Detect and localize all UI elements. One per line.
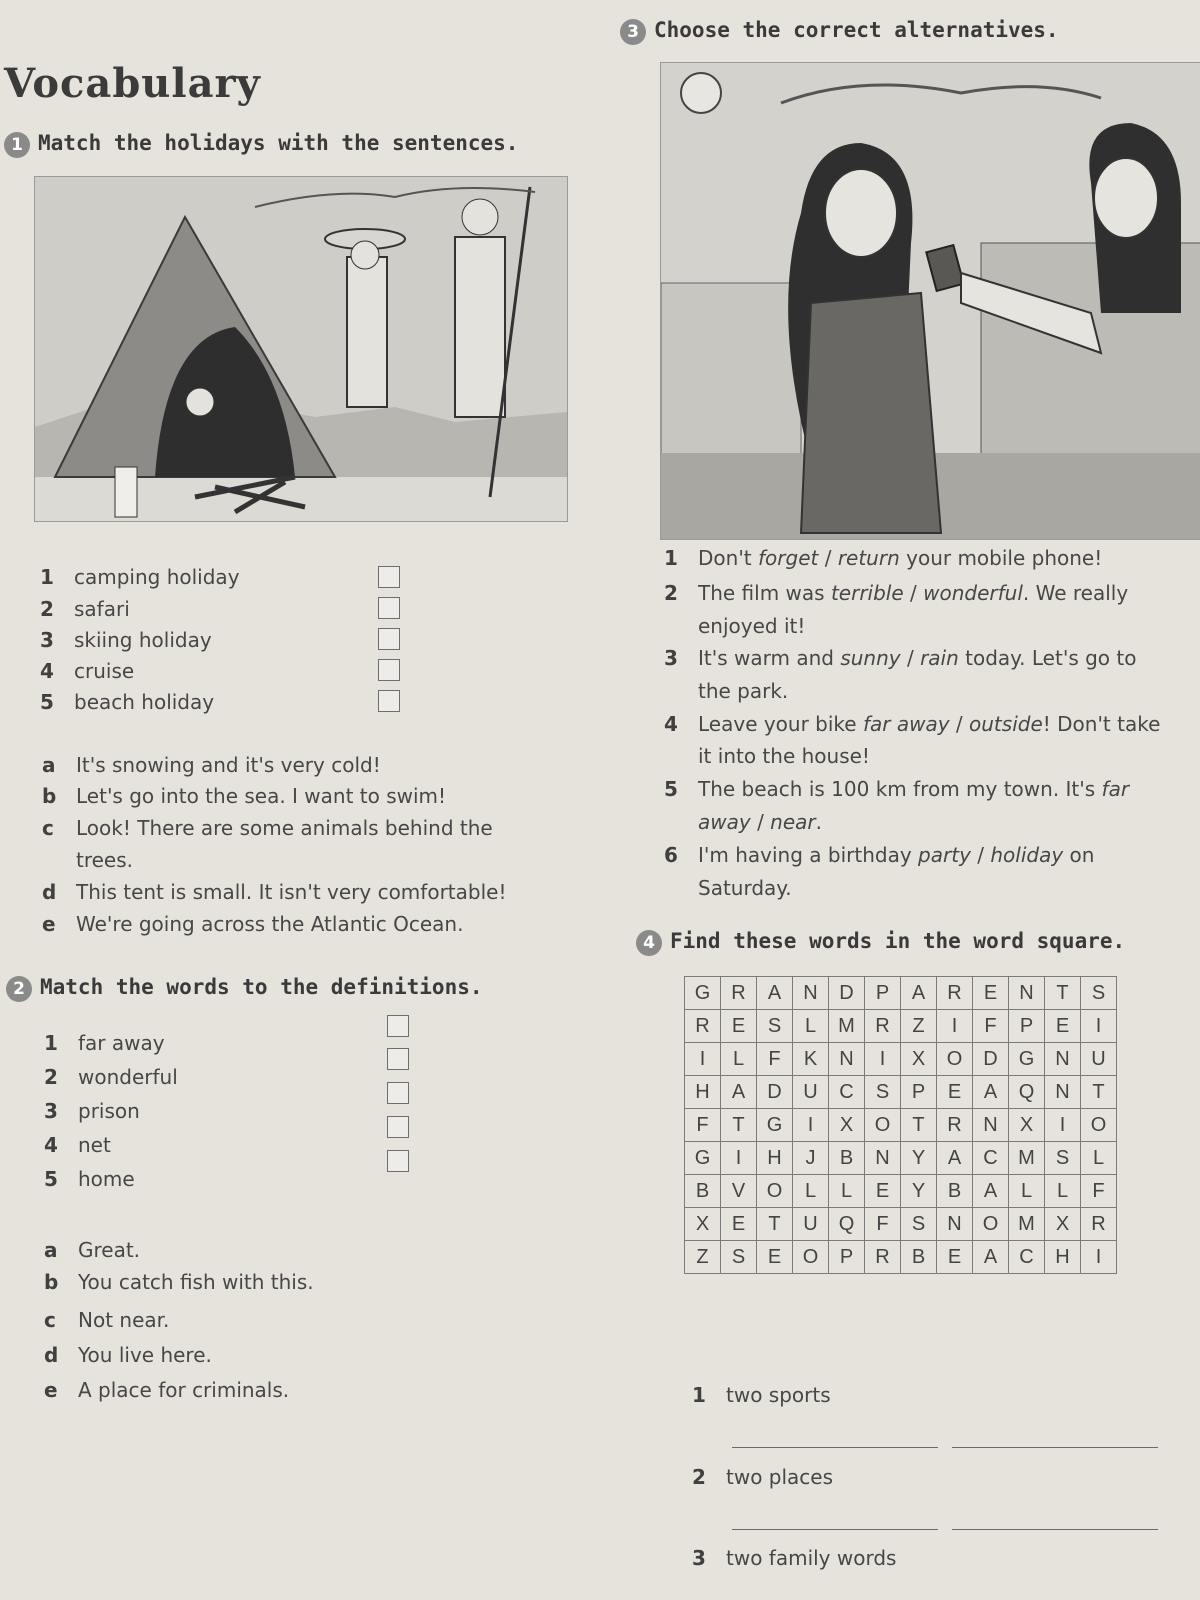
word-square-cell[interactable]: L xyxy=(793,1175,829,1208)
word-square-cell[interactable]: M xyxy=(1009,1208,1045,1241)
word-square-cell[interactable]: L xyxy=(793,1010,829,1043)
ex3-sentence-2: 2 The film was terrible / wonderful. We really xyxy=(664,581,1129,605)
word-square-cell[interactable]: A xyxy=(973,1241,1009,1274)
word-square-cell[interactable]: H xyxy=(757,1142,793,1175)
ex1-item: 4 cruise xyxy=(40,659,135,683)
ex3-heading xyxy=(620,18,1059,45)
camping-illustration xyxy=(34,176,568,522)
word-square-cell[interactable]: A xyxy=(973,1076,1009,1109)
ex1-sentence: trees. xyxy=(76,848,134,872)
word-square-cell[interactable]: L xyxy=(1009,1175,1045,1208)
word-square-cell[interactable]: S xyxy=(1045,1142,1081,1175)
word-square-cell[interactable]: E xyxy=(937,1076,973,1109)
word-square-cell[interactable]: R xyxy=(685,1010,721,1043)
word-square-cell[interactable]: S xyxy=(721,1241,757,1274)
word-square-row xyxy=(685,1109,1117,1142)
word-square-cell[interactable]: L xyxy=(1081,1142,1117,1175)
word-square-cell[interactable]: V xyxy=(721,1175,757,1208)
word-square-cell[interactable]: U xyxy=(1081,1043,1117,1076)
ex3-sentence-5-cont: away / near. xyxy=(698,810,822,834)
ex2-number-badge: 2 xyxy=(6,976,32,1002)
word-square-cell[interactable]: D xyxy=(973,1043,1009,1076)
word-square-cell[interactable]: E xyxy=(721,1208,757,1241)
ex4-number-badge: 4 xyxy=(636,930,662,956)
word-square-cell[interactable]: E xyxy=(721,1010,757,1043)
word-square-cell[interactable]: S xyxy=(901,1208,937,1241)
word-square-cell[interactable]: Z xyxy=(685,1241,721,1274)
answer-line[interactable] xyxy=(732,1529,938,1530)
ex3-sentence-6: 6 I'm having a birthday party / holiday on xyxy=(664,843,1095,867)
ex3-sentence-6-cont: Saturday. xyxy=(698,876,792,900)
answer-box[interactable] xyxy=(387,1116,409,1138)
ex4-heading xyxy=(636,929,1125,956)
word-square-cell[interactable]: G xyxy=(757,1109,793,1142)
ex2-definition: d You live here. xyxy=(44,1343,212,1367)
ex1-item: 3 skiing holiday xyxy=(40,628,212,652)
word-square-cell[interactable]: N xyxy=(865,1142,901,1175)
word-square-cell[interactable]: O xyxy=(973,1208,1009,1241)
word-square-cell[interactable]: O xyxy=(1081,1109,1117,1142)
answer-box[interactable] xyxy=(378,659,400,681)
page-title: Vocabulary xyxy=(4,60,261,107)
word-square-cell[interactable]: X xyxy=(685,1208,721,1241)
ex3-number-badge: 3 xyxy=(620,19,646,45)
word-square-cell[interactable]: A xyxy=(721,1076,757,1109)
word-square-cell[interactable]: C xyxy=(973,1142,1009,1175)
word-square-cell[interactable]: T xyxy=(1045,977,1081,1010)
word-square-cell[interactable]: H xyxy=(685,1076,721,1109)
word-square-cell[interactable]: X xyxy=(901,1043,937,1076)
word-square-cell[interactable]: M xyxy=(829,1010,865,1043)
word-square-cell[interactable]: N xyxy=(1009,977,1045,1010)
word-square-cell[interactable]: A xyxy=(973,1175,1009,1208)
word-square-cell[interactable]: Y xyxy=(901,1142,937,1175)
word-square-cell[interactable]: D xyxy=(829,977,865,1010)
word-square-cell[interactable]: P xyxy=(901,1076,937,1109)
answer-line[interactable] xyxy=(952,1529,1158,1530)
word-square-cell[interactable]: O xyxy=(865,1109,901,1142)
word-square-cell[interactable]: L xyxy=(829,1175,865,1208)
word-square-cell[interactable]: P xyxy=(1009,1010,1045,1043)
word-square-cell[interactable]: B xyxy=(685,1175,721,1208)
word-square-cell[interactable]: N xyxy=(937,1208,973,1241)
ex1-item: 1 camping holiday xyxy=(40,565,240,589)
word-square-cell[interactable]: I xyxy=(1045,1109,1081,1142)
word-square-cell[interactable]: N xyxy=(793,977,829,1010)
word-square-cell[interactable]: Q xyxy=(1009,1076,1045,1109)
word-square-row xyxy=(685,1208,1117,1241)
word-square-cell[interactable]: A xyxy=(757,977,793,1010)
ex1-heading xyxy=(4,131,518,158)
word-square-cell[interactable]: O xyxy=(937,1043,973,1076)
ex4-item: 3 two family words xyxy=(692,1546,897,1570)
word-square-cell[interactable]: J xyxy=(793,1142,829,1175)
ex1-sentence: e We're going across the Atlantic Ocean. xyxy=(42,912,464,936)
word-square-cell[interactable]: E xyxy=(1045,1010,1081,1043)
word-square-cell[interactable]: Z xyxy=(901,1010,937,1043)
word-square-cell[interactable]: C xyxy=(829,1076,865,1109)
word-square-cell[interactable]: P xyxy=(829,1241,865,1274)
word-square-cell[interactable]: H xyxy=(1045,1241,1081,1274)
word-square-cell[interactable]: O xyxy=(793,1241,829,1274)
word-square-cell[interactable]: I xyxy=(865,1043,901,1076)
word-square-cell[interactable]: X xyxy=(829,1109,865,1142)
word-square-cell[interactable]: D xyxy=(757,1076,793,1109)
ex4-item: 1 two sports xyxy=(692,1383,831,1407)
word-square-cell[interactable]: U xyxy=(793,1076,829,1109)
answer-box[interactable] xyxy=(378,597,400,619)
word-square-cell[interactable]: N xyxy=(973,1109,1009,1142)
word-square-row xyxy=(685,1175,1117,1208)
ex1-number-badge: 1 xyxy=(4,132,30,158)
word-square-cell[interactable]: F xyxy=(973,1010,1009,1043)
word-square-cell[interactable]: G xyxy=(685,1142,721,1175)
word-square-cell[interactable]: B xyxy=(829,1142,865,1175)
word-square-cell[interactable]: I xyxy=(685,1043,721,1076)
ex1-item: 2 safari xyxy=(40,597,130,621)
word-square-cell[interactable]: S xyxy=(1081,977,1117,1010)
word-square-cell[interactable]: G xyxy=(685,977,721,1010)
ex4-heading-text: Find these words in the word square. xyxy=(670,929,1126,953)
ex2-heading-text: Match the words to the definitions. xyxy=(40,975,483,999)
ex3-sentence-4: 4 Leave your bike far away / outside! Don't take xyxy=(664,712,1161,736)
ex3-sentence-3-cont: the park. xyxy=(698,679,789,703)
ex2-item: 1 far away xyxy=(44,1031,165,1055)
ex2-item: 4 net xyxy=(44,1133,111,1157)
ex1-sentence: b Let's go into the sea. I want to swim! xyxy=(42,784,447,808)
word-square-cell[interactable]: F xyxy=(865,1208,901,1241)
answer-line[interactable] xyxy=(732,1447,938,1448)
word-square-cell[interactable]: T xyxy=(1081,1076,1117,1109)
word-square-cell[interactable]: N xyxy=(829,1043,865,1076)
answer-box[interactable] xyxy=(378,628,400,650)
answer-line[interactable] xyxy=(952,1447,1158,1448)
word-square-row xyxy=(685,1043,1117,1076)
word-square-cell[interactable]: B xyxy=(901,1241,937,1274)
word-square-cell[interactable]: R xyxy=(937,1109,973,1142)
word-square-cell[interactable]: S xyxy=(757,1010,793,1043)
word-square xyxy=(684,976,1117,1274)
word-square-cell[interactable]: N xyxy=(1045,1043,1081,1076)
ex3-sentence-4-cont: it into the house! xyxy=(698,744,870,768)
ex4-item: 2 two places xyxy=(692,1465,834,1489)
word-square-row xyxy=(685,1010,1117,1043)
word-square-cell[interactable]: R xyxy=(865,1010,901,1043)
word-square-cell[interactable]: T xyxy=(721,1109,757,1142)
city-friends-illustration xyxy=(660,62,1200,540)
word-square-cell[interactable]: T xyxy=(757,1208,793,1241)
word-square-row xyxy=(685,1241,1117,1274)
answer-box[interactable] xyxy=(387,1082,409,1104)
word-square-cell[interactable]: L xyxy=(721,1043,757,1076)
answer-box[interactable] xyxy=(387,1150,409,1172)
word-square-row xyxy=(685,1076,1117,1109)
word-square-cell[interactable]: Q xyxy=(829,1208,865,1241)
ex2-definition: e A place for criminals. xyxy=(44,1378,290,1402)
word-square-cell[interactable]: F xyxy=(685,1109,721,1142)
ex2-definition: a Great. xyxy=(44,1238,141,1262)
ex1-item: 5 beach holiday xyxy=(40,690,215,714)
word-square-cell[interactable]: E xyxy=(865,1175,901,1208)
ex1-sentence: d This tent is small. It isn't very comfortable! xyxy=(42,880,507,904)
word-square-cell[interactable]: R xyxy=(937,977,973,1010)
word-square-cell[interactable]: U xyxy=(793,1208,829,1241)
word-square-cell[interactable]: K xyxy=(793,1043,829,1076)
ex1-sentence: a It's snowing and it's very cold! xyxy=(42,753,381,777)
word-square-cell[interactable]: G xyxy=(1009,1043,1045,1076)
ex1-heading-text: Match the holidays with the sentences. xyxy=(38,131,519,155)
word-square-cell[interactable]: A xyxy=(937,1142,973,1175)
ex2-item: 3 prison xyxy=(44,1099,140,1123)
ex2-item: 2 wonderful xyxy=(44,1065,178,1089)
ex2-heading xyxy=(6,975,483,1002)
word-square-cell[interactable]: N xyxy=(1045,1076,1081,1109)
word-square-cell[interactable]: F xyxy=(1081,1175,1117,1208)
answer-box[interactable] xyxy=(378,690,400,712)
word-square-cell[interactable]: S xyxy=(865,1076,901,1109)
word-square-cell[interactable]: X xyxy=(1045,1208,1081,1241)
ex3-heading-text: Choose the correct alternatives. xyxy=(654,18,1059,42)
word-square-cell[interactable]: E xyxy=(937,1241,973,1274)
answer-box[interactable] xyxy=(378,566,400,588)
ex2-definition: b You catch fish with this. xyxy=(44,1270,314,1294)
word-square-cell[interactable]: E xyxy=(757,1241,793,1274)
word-square-cell[interactable]: B xyxy=(937,1175,973,1208)
word-square-cell[interactable]: R xyxy=(1081,1208,1117,1241)
word-square-cell[interactable]: O xyxy=(757,1175,793,1208)
word-square-cell[interactable]: X xyxy=(1009,1109,1045,1142)
word-square-cell[interactable]: I xyxy=(937,1010,973,1043)
word-square-cell[interactable]: R xyxy=(865,1241,901,1274)
answer-box[interactable] xyxy=(387,1015,409,1037)
word-square-cell[interactable]: I xyxy=(721,1142,757,1175)
word-square-cell[interactable]: Y xyxy=(901,1175,937,1208)
ex3-sentence-2-cont: enjoyed it! xyxy=(698,614,806,638)
word-square-cell[interactable]: P xyxy=(865,977,901,1010)
answer-box[interactable] xyxy=(387,1048,409,1070)
word-square-cell[interactable]: R xyxy=(721,977,757,1010)
word-square-cell[interactable]: A xyxy=(901,977,937,1010)
word-square-cell[interactable]: C xyxy=(1009,1241,1045,1274)
word-square-cell[interactable]: F xyxy=(757,1043,793,1076)
word-square-cell[interactable]: I xyxy=(1081,1241,1117,1274)
ex3-sentence-5: 5 The beach is 100 km from my town. It's far xyxy=(664,777,1130,801)
ex3-sentence-1: 1 Don't forget / return your mobile phone! xyxy=(664,546,1103,570)
word-square-cell[interactable]: L xyxy=(1045,1175,1081,1208)
word-square-cell[interactable]: T xyxy=(901,1109,937,1142)
ex3-sentence-3: 3 It's warm and sunny / rain today. Let's go to xyxy=(664,646,1137,670)
word-square-row xyxy=(685,1142,1117,1175)
word-square-cell[interactable]: M xyxy=(1009,1142,1045,1175)
word-square-cell[interactable]: I xyxy=(1081,1010,1117,1043)
word-square-row xyxy=(685,977,1117,1010)
word-square-cell[interactable]: I xyxy=(793,1109,829,1142)
ex2-definition: c Not near. xyxy=(44,1308,170,1332)
word-square-cell[interactable]: E xyxy=(973,977,1009,1010)
ex2-item: 5 home xyxy=(44,1167,135,1191)
ex1-sentence: c Look! There are some animals behind the xyxy=(42,816,493,840)
